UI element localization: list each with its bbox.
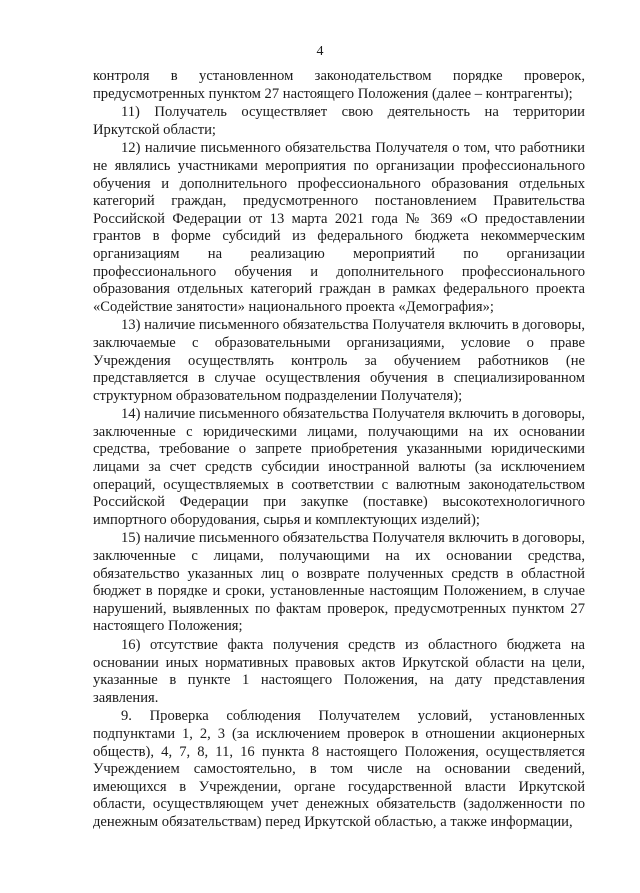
paragraph-item-12: 12) наличие письменного обязательства Получателя о том, что работники не являлись участниками мероприятия по организации профессионального обучения и дополнительного профессионального образования отдельных категорий граждан, предусмотренного постановлением Правительства Российской Федерации от 13 марта 2021 года № 369 «О предоставлении грантов в форме субсидий из федерального бюджета некоммерческим организациям на реализацию мероприятий по организации профессионального обучения и дополнительного профессионального образования отдельных категорий граждан в рамках федерального проекта «Содействие занятости» национального проекта «Демография»;	[93, 140, 585, 315]
paragraph-item-16: 16) отсутствие факта получения средств из областного бюджета на основании иных нормативных правовых актов Иркутской области на цели, указанные в пункте 1 настоящего Положения, на дату представления заявления.	[93, 637, 585, 706]
paragraph-continuation: контроля в установленном законодательством порядке проверок, предусмотренных пунктом 27 настоящего Положения (далее – контрагенты);	[93, 68, 585, 102]
paragraph-item-13: 13) наличие письменного обязательства Получателя включить в договоры, заключаемые с образовательными организациями, условие о праве Учреждения осуществлять контроль за обучением работников (не представляется в случае осуществления обучения в специализированном структурном образовательном подразделении Получателя);	[93, 317, 585, 404]
paragraph-item-14: 14) наличие письменного обязательства Получателя включить в договоры, заключенные с юридическими лицами, получающими на их основании средства, требование о запрете приобретения указанными юридическими лицами за счет средств субсидии иностранной валюты (за исключением операций, осуществляемых в соответствии с валютным законодательством Российской Федерации при закупке (поставке) высокотехнологичного импортного оборудования, сырья и комплектующих изделий);	[93, 406, 585, 528]
page-number: 4	[316, 44, 324, 59]
document-body	[93, 68, 585, 833]
paragraph-section-9: 9. Проверка соблюдения Получателем условий, установленных подпунктами 1, 2, 3 (за исключением проверок в отношении акционерных обществ), 4, 7, 8, 11, 16 пункта 8 настоящего Положения, осуществляется Учреждением самостоятельно, в том числе на основании сведений, имеющихся в Учреждении, органе государственной власти Иркутской области, осуществляющем учет денежных обязательств (задолженности по денежным обязательствам) перед Иркутской областью, а также информации,	[93, 708, 585, 830]
paragraph-item-15: 15) наличие письменного обязательства Получателя включить в договоры, заключенные с лицами, получающими на их основании средства, обязательство указанных лиц о возврате полученных средств в областной бюджет в порядке и сроки, установленные настоящим Положением, в случае нарушений, выявленных по фактам проверок, предусмотренных пунктом 27 настоящего Положения;	[93, 530, 585, 635]
paragraph-item-11: 11) Получатель осуществляет свою деятельность на территории Иркутской области;	[93, 104, 585, 138]
